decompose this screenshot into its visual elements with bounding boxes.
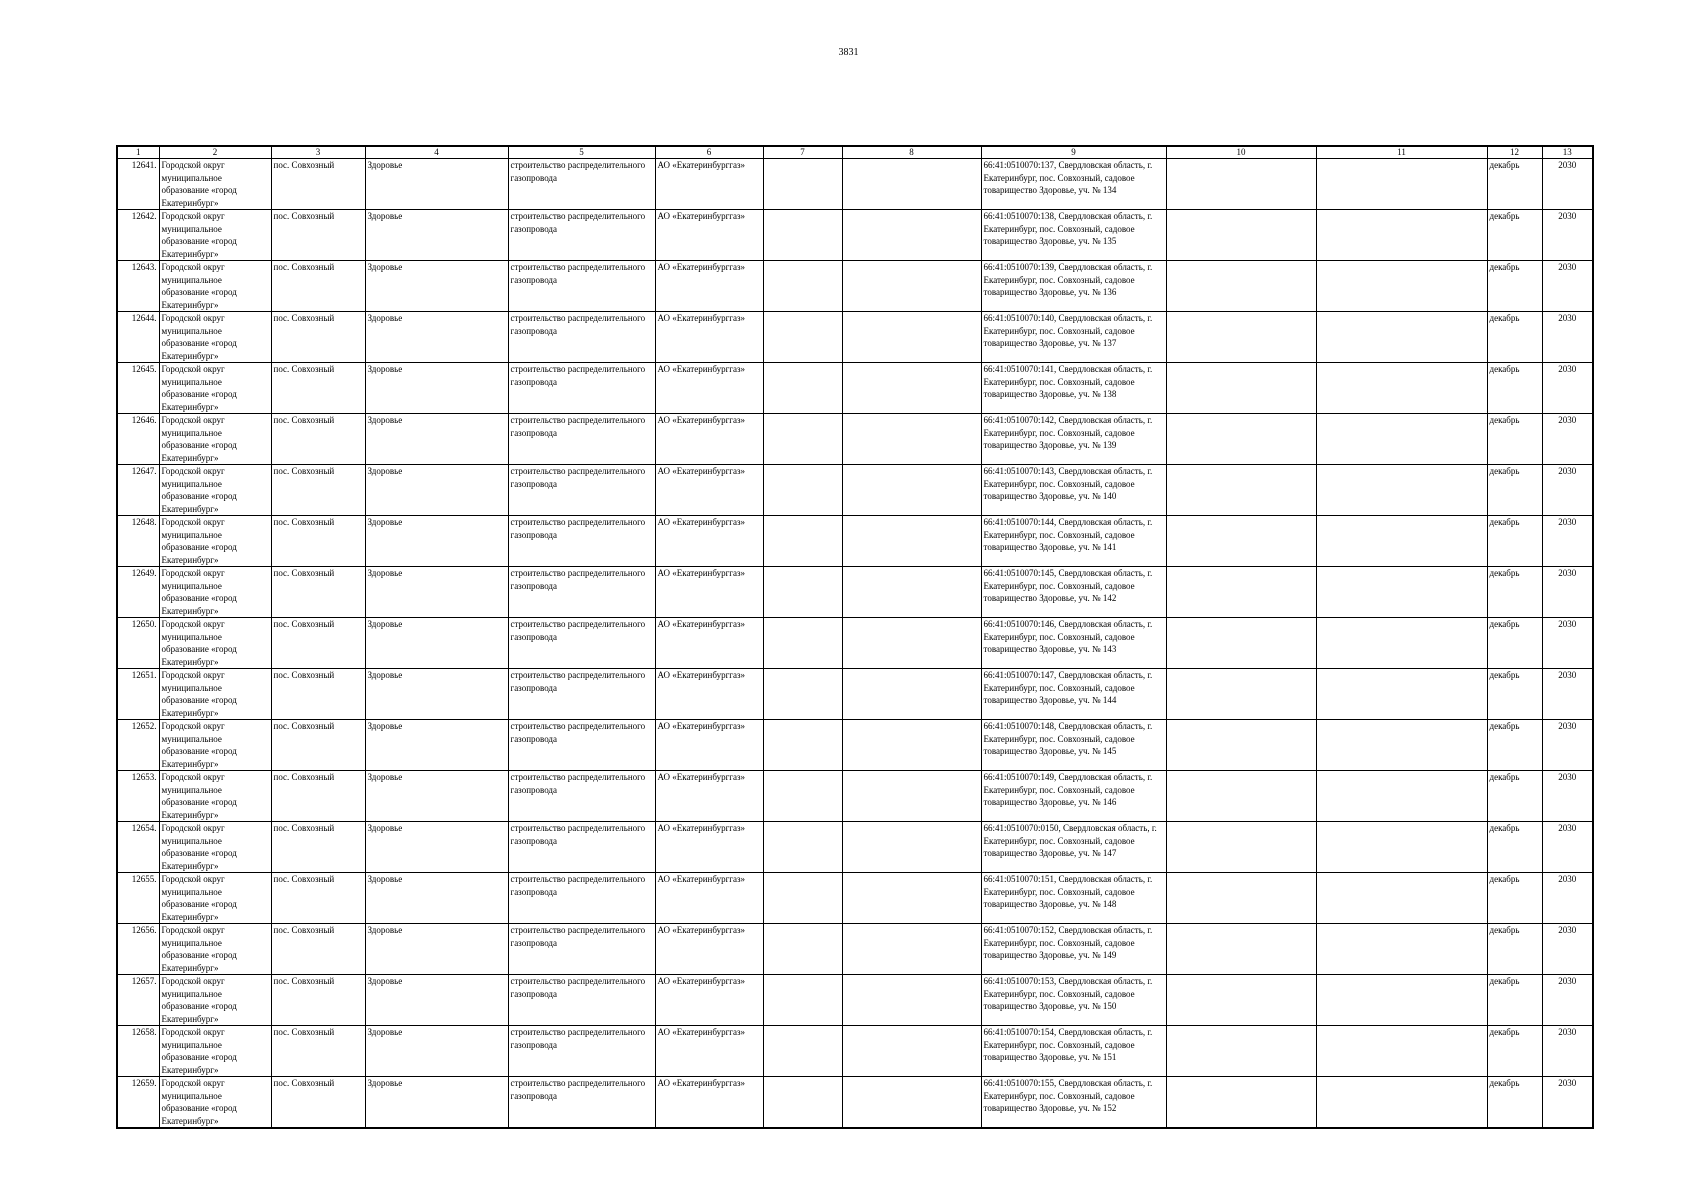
purpose-cell: строительство распределительного газопровода (508, 669, 655, 720)
row-number: 12654. (117, 822, 159, 873)
purpose-cell: строительство распределительного газопровода (508, 618, 655, 669)
year-cell: 2030 (1542, 414, 1593, 465)
municipality-cell: Городской округ муниципальное образование «город Екатеринбург» (159, 363, 271, 414)
settlement-cell: пос. Совхозный (271, 414, 365, 465)
owner-cell: АО «Екатеринбурггаз» (655, 924, 763, 975)
column-7-cell (763, 1077, 842, 1129)
owner-cell: АО «Екатеринбурггаз» (655, 1026, 763, 1077)
territory-cell: Здоровье (365, 771, 508, 822)
column-10-cell (1166, 975, 1316, 1026)
table-row (117, 720, 1593, 771)
territory-cell: Здоровье (365, 465, 508, 516)
territory-cell: Здоровье (365, 975, 508, 1026)
year-cell: 2030 (1542, 975, 1593, 1026)
municipality-cell: Городской округ муниципальное образование «город Екатеринбург» (159, 618, 271, 669)
purpose-cell: строительство распределительного газопровода (508, 924, 655, 975)
owner-cell: АО «Екатеринбурггаз» (655, 363, 763, 414)
column-8-cell (842, 873, 981, 924)
column-7-cell (763, 567, 842, 618)
table-row (117, 669, 1593, 720)
table-row (117, 261, 1593, 312)
row-number: 12656. (117, 924, 159, 975)
month-cell: декабрь (1487, 261, 1542, 312)
territory-cell: Здоровье (365, 1026, 508, 1077)
column-7-cell (763, 1026, 842, 1077)
purpose-cell: строительство распределительного газопровода (508, 975, 655, 1026)
column-header: 9 (981, 146, 1166, 159)
owner-cell: АО «Екатеринбурггаз» (655, 771, 763, 822)
row-number: 12652. (117, 720, 159, 771)
settlement-cell: пос. Совхозный (271, 618, 365, 669)
cadastral-cell: 66:41:0510070:148, Свердловская область, г. Екатеринбург, пос. Совхозный, садовое товарищество Здоровье, уч. № 145 (981, 720, 1166, 771)
owner-cell: АО «Екатеринбурггаз» (655, 669, 763, 720)
table-row (117, 924, 1593, 975)
municipality-cell: Городской округ муниципальное образование «город Екатеринбург» (159, 720, 271, 771)
purpose-cell: строительство распределительного газопровода (508, 822, 655, 873)
cadastral-cell: 66:41:0510070:153, Свердловская область, г. Екатеринбург, пос. Совхозный, садовое товарищество Здоровье, уч. № 150 (981, 975, 1166, 1026)
cadastral-cell: 66:41:0510070:138, Свердловская область, г. Екатеринбург, пос. Совхозный, садовое товарищество Здоровье, уч. № 135 (981, 210, 1166, 261)
column-10-cell (1166, 822, 1316, 873)
column-8-cell (842, 1077, 981, 1129)
territory-cell: Здоровье (365, 822, 508, 873)
column-11-cell (1316, 873, 1487, 924)
territory-cell: Здоровье (365, 159, 508, 210)
column-10-cell (1166, 210, 1316, 261)
cadastral-cell: 66:41:0510070:144, Свердловская область, г. Екатеринбург, пос. Совхозный, садовое товарищество Здоровье, уч. № 141 (981, 516, 1166, 567)
column-10-cell (1166, 312, 1316, 363)
column-header: 7 (763, 146, 842, 159)
column-10-cell (1166, 363, 1316, 414)
month-cell: декабрь (1487, 771, 1542, 822)
month-cell: декабрь (1487, 975, 1542, 1026)
column-10-cell (1166, 669, 1316, 720)
territory-cell: Здоровье (365, 924, 508, 975)
column-7-cell (763, 159, 842, 210)
settlement-cell: пос. Совхозный (271, 465, 365, 516)
year-cell: 2030 (1542, 261, 1593, 312)
municipality-cell: Городской округ муниципальное образование «город Екатеринбург» (159, 159, 271, 210)
column-11-cell (1316, 363, 1487, 414)
month-cell: декабрь (1487, 924, 1542, 975)
column-header: 3 (271, 146, 365, 159)
column-7-cell (763, 975, 842, 1026)
column-8-cell (842, 414, 981, 465)
cadastral-cell: 66:41:0510070:145, Свердловская область, г. Екатеринбург, пос. Совхозный, садовое товарищество Здоровье, уч. № 142 (981, 567, 1166, 618)
table-row (117, 771, 1593, 822)
column-7-cell (763, 771, 842, 822)
column-8-cell (842, 822, 981, 873)
owner-cell: АО «Екатеринбурггаз» (655, 414, 763, 465)
column-10-cell (1166, 873, 1316, 924)
purpose-cell: строительство распределительного газопровода (508, 465, 655, 516)
column-header: 8 (842, 146, 981, 159)
cadastral-cell: 66:41:0510070:143, Свердловская область, г. Екатеринбург, пос. Совхозный, садовое товарищество Здоровье, уч. № 140 (981, 465, 1166, 516)
year-cell: 2030 (1542, 516, 1593, 567)
month-cell: декабрь (1487, 465, 1542, 516)
month-cell: декабрь (1487, 363, 1542, 414)
year-cell: 2030 (1542, 873, 1593, 924)
owner-cell: АО «Екатеринбурггаз» (655, 516, 763, 567)
owner-cell: АО «Екатеринбурггаз» (655, 975, 763, 1026)
month-cell: декабрь (1487, 1077, 1542, 1129)
territory-cell: Здоровье (365, 516, 508, 567)
cadastral-cell: 66:41:0510070:154, Свердловская область, г. Екатеринбург, пос. Совхозный, садовое товарищество Здоровье, уч. № 151 (981, 1026, 1166, 1077)
settlement-cell: пос. Совхозный (271, 873, 365, 924)
column-11-cell (1316, 516, 1487, 567)
table-row (117, 159, 1593, 210)
column-11-cell (1316, 414, 1487, 465)
settlement-cell: пос. Совхозный (271, 924, 365, 975)
row-number: 12650. (117, 618, 159, 669)
purpose-cell: строительство распределительного газопровода (508, 363, 655, 414)
settlement-cell: пос. Совхозный (271, 210, 365, 261)
year-cell: 2030 (1542, 822, 1593, 873)
column-number-row (117, 146, 1593, 159)
column-10-cell (1166, 261, 1316, 312)
purpose-cell: строительство распределительного газопровода (508, 312, 655, 363)
territory-cell: Здоровье (365, 1077, 508, 1129)
settlement-cell: пос. Совхозный (271, 567, 365, 618)
territory-cell: Здоровье (365, 669, 508, 720)
column-header: 4 (365, 146, 508, 159)
purpose-cell: строительство распределительного газопровода (508, 720, 655, 771)
month-cell: декабрь (1487, 210, 1542, 261)
month-cell: декабрь (1487, 312, 1542, 363)
table-row (117, 1077, 1593, 1129)
column-header: 12 (1487, 146, 1542, 159)
purpose-cell: строительство распределительного газопровода (508, 159, 655, 210)
column-11-cell (1316, 1026, 1487, 1077)
owner-cell: АО «Екатеринбурггаз» (655, 567, 763, 618)
municipality-cell: Городской округ муниципальное образование «город Екатеринбург» (159, 822, 271, 873)
municipality-cell: Городской округ муниципальное образование «город Екатеринбург» (159, 1077, 271, 1129)
municipality-cell: Городской округ муниципальное образование «город Екатеринбург» (159, 312, 271, 363)
territory-cell: Здоровье (365, 567, 508, 618)
settlement-cell: пос. Совхозный (271, 1077, 365, 1129)
column-10-cell (1166, 771, 1316, 822)
row-number: 12645. (117, 363, 159, 414)
owner-cell: АО «Екатеринбурггаз» (655, 261, 763, 312)
column-10-cell (1166, 924, 1316, 975)
column-11-cell (1316, 465, 1487, 516)
month-cell: декабрь (1487, 822, 1542, 873)
municipality-cell: Городской округ муниципальное образование «город Екатеринбург» (159, 465, 271, 516)
settlement-cell: пос. Совхозный (271, 669, 365, 720)
year-cell: 2030 (1542, 618, 1593, 669)
column-11-cell (1316, 312, 1487, 363)
cadastral-cell: 66:41:0510070:147, Свердловская область, г. Екатеринбург, пос. Совхозный, садовое товарищество Здоровье, уч. № 144 (981, 669, 1166, 720)
column-10-cell (1166, 567, 1316, 618)
column-7-cell (763, 414, 842, 465)
municipality-cell: Городской округ муниципальное образование «город Екатеринбург» (159, 414, 271, 465)
owner-cell: АО «Екатеринбурггаз» (655, 465, 763, 516)
column-7-cell (763, 618, 842, 669)
year-cell: 2030 (1542, 720, 1593, 771)
cadastral-cell: 66:41:0510070:152, Свердловская область, г. Екатеринбург, пос. Совхозный, садовое товарищество Здоровье, уч. № 149 (981, 924, 1166, 975)
table-row (117, 312, 1593, 363)
territory-cell: Здоровье (365, 261, 508, 312)
column-10-cell (1166, 465, 1316, 516)
column-header: 10 (1166, 146, 1316, 159)
cadastral-cell: 66:41:0510070:142, Свердловская область, г. Екатеринбург, пос. Совхозный, садовое товарищество Здоровье, уч. № 139 (981, 414, 1166, 465)
territory-cell: Здоровье (365, 210, 508, 261)
column-7-cell (763, 822, 842, 873)
territory-cell: Здоровье (365, 312, 508, 363)
settlement-cell: пос. Совхозный (271, 771, 365, 822)
column-8-cell (842, 210, 981, 261)
column-header: 6 (655, 146, 763, 159)
column-11-cell (1316, 771, 1487, 822)
column-8-cell (842, 516, 981, 567)
column-8-cell (842, 771, 981, 822)
column-header: 13 (1542, 146, 1593, 159)
column-11-cell (1316, 720, 1487, 771)
territory-cell: Здоровье (365, 414, 508, 465)
column-8-cell (842, 975, 981, 1026)
purpose-cell: строительство распределительного газопровода (508, 261, 655, 312)
cadastral-cell: 66:41:0510070:139, Свердловская область, г. Екатеринбург, пос. Совхозный, садовое товарищество Здоровье, уч. № 136 (981, 261, 1166, 312)
owner-cell: АО «Екатеринбурггаз» (655, 159, 763, 210)
column-8-cell (842, 567, 981, 618)
municipality-cell: Городской округ муниципальное образование «город Екатеринбург» (159, 261, 271, 312)
settlement-cell: пос. Совхозный (271, 720, 365, 771)
municipality-cell: Городской округ муниципальное образование «город Екатеринбург» (159, 924, 271, 975)
cadastral-cell: 66:41:0510070:146, Свердловская область, г. Екатеринбург, пос. Совхозный, садовое товарищество Здоровье, уч. № 143 (981, 618, 1166, 669)
column-header: 2 (159, 146, 271, 159)
column-11-cell (1316, 567, 1487, 618)
municipality-cell: Городской округ муниципальное образование «город Екатеринбург» (159, 771, 271, 822)
column-8-cell (842, 720, 981, 771)
column-10-cell (1166, 1026, 1316, 1077)
territory-cell: Здоровье (365, 363, 508, 414)
table-row (117, 516, 1593, 567)
settlement-cell: пос. Совхозный (271, 822, 365, 873)
month-cell: декабрь (1487, 1026, 1542, 1077)
owner-cell: АО «Екатеринбурггаз» (655, 1077, 763, 1129)
column-7-cell (763, 465, 842, 516)
owner-cell: АО «Екатеринбурггаз» (655, 618, 763, 669)
column-11-cell (1316, 975, 1487, 1026)
table-row (117, 618, 1593, 669)
year-cell: 2030 (1542, 159, 1593, 210)
owner-cell: АО «Екатеринбурггаз» (655, 210, 763, 261)
row-number: 12653. (117, 771, 159, 822)
month-cell: декабрь (1487, 414, 1542, 465)
purpose-cell: строительство распределительного газопровода (508, 516, 655, 567)
table-row (117, 414, 1593, 465)
table-body (117, 159, 1593, 1129)
table-row (117, 1026, 1593, 1077)
column-7-cell (763, 516, 842, 567)
column-8-cell (842, 261, 981, 312)
municipality-cell: Городской округ муниципальное образование «город Екатеринбург» (159, 1026, 271, 1077)
column-7-cell (763, 261, 842, 312)
row-number: 12644. (117, 312, 159, 363)
owner-cell: АО «Екатеринбурггаз» (655, 312, 763, 363)
page-number: 3831 (838, 47, 859, 58)
settlement-cell: пос. Совхозный (271, 1026, 365, 1077)
column-8-cell (842, 363, 981, 414)
column-11-cell (1316, 159, 1487, 210)
month-cell: декабрь (1487, 873, 1542, 924)
month-cell: декабрь (1487, 516, 1542, 567)
settlement-cell: пос. Совхозный (271, 975, 365, 1026)
month-cell: декабрь (1487, 618, 1542, 669)
table-row (117, 873, 1593, 924)
register-table (116, 145, 1594, 1129)
column-10-cell (1166, 516, 1316, 567)
settlement-cell: пос. Совхозный (271, 159, 365, 210)
row-number: 12647. (117, 465, 159, 516)
month-cell: декабрь (1487, 159, 1542, 210)
cadastral-cell: 66:41:0510070:140, Свердловская область, г. Екатеринбург, пос. Совхозный, садовое товарищество Здоровье, уч. № 137 (981, 312, 1166, 363)
column-8-cell (842, 1026, 981, 1077)
column-header: 5 (508, 146, 655, 159)
year-cell: 2030 (1542, 210, 1593, 261)
column-11-cell (1316, 618, 1487, 669)
territory-cell: Здоровье (365, 720, 508, 771)
row-number: 12655. (117, 873, 159, 924)
table-row (117, 822, 1593, 873)
year-cell: 2030 (1542, 669, 1593, 720)
column-7-cell (763, 210, 842, 261)
purpose-cell: строительство распределительного газопровода (508, 1026, 655, 1077)
year-cell: 2030 (1542, 1026, 1593, 1077)
column-10-cell (1166, 720, 1316, 771)
purpose-cell: строительство распределительного газопровода (508, 1077, 655, 1129)
row-number: 12657. (117, 975, 159, 1026)
cadastral-cell: 66:41:0510070:0150, Свердловская область, г. Екатеринбург, пос. Совхозный, садовое товарищество Здоровье, уч. № 147 (981, 822, 1166, 873)
territory-cell: Здоровье (365, 873, 508, 924)
owner-cell: АО «Екатеринбурггаз» (655, 873, 763, 924)
column-7-cell (763, 720, 842, 771)
column-8-cell (842, 465, 981, 516)
table-row (117, 567, 1593, 618)
cadastral-cell: 66:41:0510070:155, Свердловская область, г. Екатеринбург, пос. Совхозный, садовое товарищество Здоровье, уч. № 152 (981, 1077, 1166, 1129)
settlement-cell: пос. Совхозный (271, 363, 365, 414)
purpose-cell: строительство распределительного газопровода (508, 873, 655, 924)
year-cell: 2030 (1542, 567, 1593, 618)
municipality-cell: Городской округ муниципальное образование «город Екатеринбург» (159, 873, 271, 924)
row-number: 12648. (117, 516, 159, 567)
year-cell: 2030 (1542, 771, 1593, 822)
table-row (117, 363, 1593, 414)
column-7-cell (763, 873, 842, 924)
row-number: 12651. (117, 669, 159, 720)
table-row (117, 465, 1593, 516)
purpose-cell: строительство распределительного газопровода (508, 414, 655, 465)
year-cell: 2030 (1542, 363, 1593, 414)
municipality-cell: Городской округ муниципальное образование «город Екатеринбург» (159, 210, 271, 261)
column-11-cell (1316, 261, 1487, 312)
owner-cell: АО «Екатеринбурггаз» (655, 822, 763, 873)
column-10-cell (1166, 414, 1316, 465)
settlement-cell: пос. Совхозный (271, 516, 365, 567)
column-7-cell (763, 924, 842, 975)
table-row (117, 975, 1593, 1026)
column-11-cell (1316, 822, 1487, 873)
municipality-cell: Городской округ муниципальное образование «город Екатеринбург» (159, 975, 271, 1026)
cadastral-cell: 66:41:0510070:141, Свердловская область, г. Екатеринбург, пос. Совхозный, садовое товарищество Здоровье, уч. № 138 (981, 363, 1166, 414)
purpose-cell: строительство распределительного газопровода (508, 210, 655, 261)
row-number: 12649. (117, 567, 159, 618)
column-8-cell (842, 924, 981, 975)
row-number: 12642. (117, 210, 159, 261)
column-8-cell (842, 159, 981, 210)
year-cell: 2030 (1542, 312, 1593, 363)
settlement-cell: пос. Совхозный (271, 312, 365, 363)
column-8-cell (842, 669, 981, 720)
column-8-cell (842, 312, 981, 363)
row-number: 12641. (117, 159, 159, 210)
municipality-cell: Городской округ муниципальное образование «город Екатеринбург» (159, 567, 271, 618)
year-cell: 2030 (1542, 465, 1593, 516)
year-cell: 2030 (1542, 924, 1593, 975)
column-11-cell (1316, 1077, 1487, 1129)
column-10-cell (1166, 1077, 1316, 1129)
territory-cell: Здоровье (365, 618, 508, 669)
column-7-cell (763, 312, 842, 363)
column-11-cell (1316, 924, 1487, 975)
column-header: 11 (1316, 146, 1487, 159)
month-cell: декабрь (1487, 669, 1542, 720)
month-cell: декабрь (1487, 567, 1542, 618)
purpose-cell: строительство распределительного газопровода (508, 771, 655, 822)
cadastral-cell: 66:41:0510070:149, Свердловская область, г. Екатеринбург, пос. Совхозный, садовое товарищество Здоровье, уч. № 146 (981, 771, 1166, 822)
year-cell: 2030 (1542, 1077, 1593, 1129)
column-7-cell (763, 363, 842, 414)
purpose-cell: строительство распределительного газопровода (508, 567, 655, 618)
table-row (117, 210, 1593, 261)
table-header (117, 146, 1593, 159)
cadastral-cell: 66:41:0510070:151, Свердловская область, г. Екатеринбург, пос. Совхозный, садовое товарищество Здоровье, уч. № 148 (981, 873, 1166, 924)
column-11-cell (1316, 210, 1487, 261)
month-cell: декабрь (1487, 720, 1542, 771)
column-11-cell (1316, 669, 1487, 720)
column-8-cell (842, 618, 981, 669)
settlement-cell: пос. Совхозный (271, 261, 365, 312)
municipality-cell: Городской округ муниципальное образование «город Екатеринбург» (159, 669, 271, 720)
column-10-cell (1166, 618, 1316, 669)
owner-cell: АО «Екатеринбурггаз» (655, 720, 763, 771)
row-number: 12659. (117, 1077, 159, 1129)
row-number: 12658. (117, 1026, 159, 1077)
column-7-cell (763, 669, 842, 720)
column-10-cell (1166, 159, 1316, 210)
row-number: 12646. (117, 414, 159, 465)
municipality-cell: Городской округ муниципальное образование «город Екатеринбург» (159, 516, 271, 567)
column-header: 1 (117, 146, 159, 159)
row-number: 12643. (117, 261, 159, 312)
cadastral-cell: 66:41:0510070:137, Свердловская область, г. Екатеринбург, пос. Совхозный, садовое товарищество Здоровье, уч. № 134 (981, 159, 1166, 210)
